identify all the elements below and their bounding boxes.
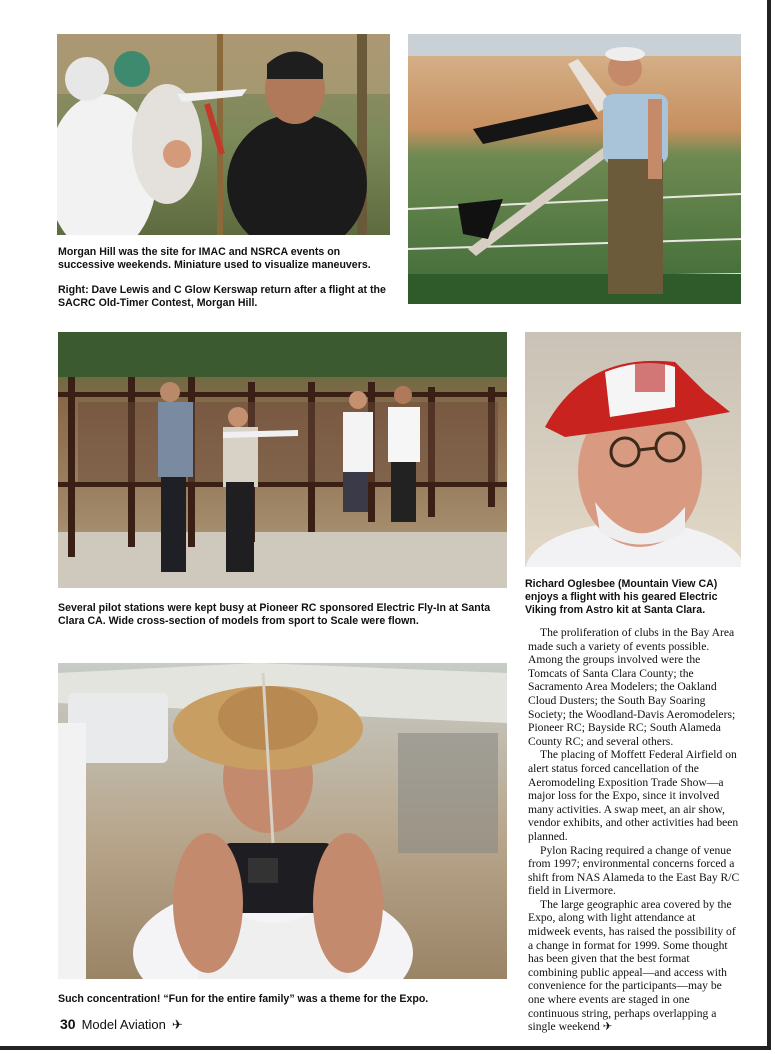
magazine-name: Model Aviation <box>81 1017 166 1032</box>
article-paragraph: The proliferation of clubs in the Bay Area made such a variety of events possible. Among the groups involved were the Tomcats of Santa Clara County; the Sacramento Area Modelers; the Oakland Cloud Dusters; the South Bay Soaring Society; the Woodland-Davis Aeromodelers; Pioneer RC; Bayside RC; South Alameda County RC; and several others. <box>528 626 736 748</box>
page-number: 30 <box>60 1016 76 1032</box>
caption-concentration: Such concentration! “Fun for the entire family” was a theme for the Expo. <box>58 993 429 1005</box>
airplane-icon: ✈ <box>171 1017 183 1032</box>
article-body <box>528 626 740 1034</box>
caption-pilot-stations: Several pilot stations were kept busy at Pioneer RC sponsored Electric Fly-In at Santa Clara CA. Wide cross-section of models from sport to Scale were flown. <box>58 602 491 627</box>
caption-right-photo: Right: Dave Lewis and C Glow Kerswap return after a flight at the SACRC Old-Timer Contest, Morgan Hill. <box>58 284 386 309</box>
article-paragraph-text: The large geographic area covered by the Expo, along with light attendance at midweek events, has raised the possibility of a change in format for 1999. Some thought has been given that the best format combining public appeal—and access with convenience for the participants—may be one where events are staged in one continuous string, perhaps overlapping a single weekend <box>528 897 736 1034</box>
photo-old-timer-plane <box>408 34 741 304</box>
photo-transmitter-woman <box>58 663 507 979</box>
end-mark-icon: ✈ <box>602 1020 613 1034</box>
photo-pilot-stations <box>58 332 507 588</box>
article-paragraph: The placing of Moffett Federal Airfield on alert status forced cancellation of the Aeromodeling Exposition Trade Show—a major loss for the Expo, since it involved many activities. A swap meet, an air show, vendor exhibits, and other activities had been planned. <box>528 748 739 843</box>
photo-oglesbee-portrait <box>525 332 741 567</box>
caption-oglesbee: Richard Oglesbee (Mountain View CA) enjoys a flight with his geared Electric Viking from Astro kit at Santa Clara. <box>525 578 718 616</box>
page-folio <box>60 1016 183 1033</box>
article-paragraph: Pylon Racing required a change of venue from 1997; environmental concerns forced a shift from NAS Alameda to the East Bay R/C field in Livermore. <box>528 843 740 898</box>
caption-morgan-hill: Morgan Hill was the site for IMAC and NSRCA events on successive weekends. Miniature used to visualize maneuvers. <box>58 246 371 271</box>
photo-morgan-hill-pilots <box>57 34 390 235</box>
article-paragraph-last <box>528 898 740 1034</box>
